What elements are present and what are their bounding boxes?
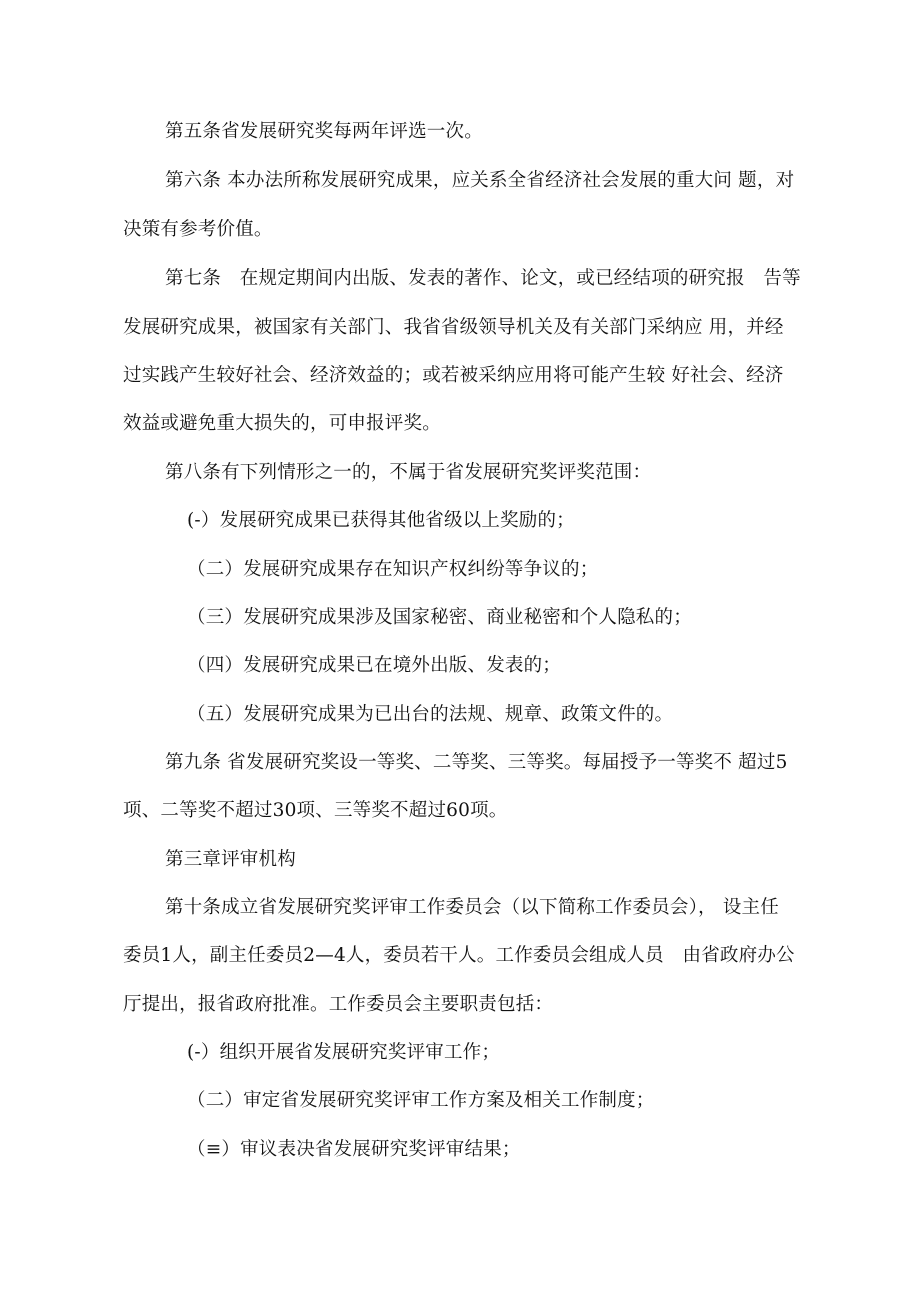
article-8-line-1: 第八条有下列情形之一的，不属于省发展研究奖评奖范围： (165, 462, 652, 483)
article-8-item-3: （三）发展研究成果涉及国家秘密、商业秘密和个人隐私的； (187, 607, 692, 628)
article-9-line-2: 项、二等奖不超过30项、三等奖不超过60项。 (123, 800, 508, 821)
article-8-item-1: (-）发展研究成果已获得其他省级以上奖励的； (187, 510, 575, 531)
article-8-item-2: （二）发展研究成果存在知识产权纠纷等争议的； (187, 559, 599, 580)
article-5-line-1: 第五条省发展研究奖每两年评选一次。 (165, 121, 483, 142)
article-7-line-1: 第七条 在规定期间内出版、发表的著作、论文，或已经结项的研究报 告等 (165, 268, 801, 289)
article-7-line-3: 过实践产生较好社会、经济效益的；或若被采纳应用将可能产生较 好社会、经济 (123, 365, 784, 386)
article-6-line-2: 决策有参考价值。 (123, 219, 273, 240)
article-10-item-1: (-）组织开展省发展研究奖评审工作； (187, 1042, 501, 1063)
chapter-3-heading: 第三章评审机构 (165, 849, 296, 870)
article-7-line-2: 发展研究成果，被国家有关部门、我省省级领导机关及有关部门采纳应 用，并经 (123, 317, 784, 338)
article-10-line-1: 第十条成立省发展研究奖评审工作委员会（以下简称工作委员会）， 设主任 (165, 897, 779, 918)
article-10-item-3: （≡）审议表决省发展研究奖评审结果； (187, 1139, 521, 1160)
article-8-item-4: （四）发展研究成果已在境外出版、发表的； (187, 655, 562, 676)
article-8-item-5: （五）发展研究成果为已出台的法规、规章、政策文件的。 (187, 704, 674, 725)
article-6-line-1: 第六条 本办法所称发展研究成果，应关系全省经济社会发展的重大问 题，对 (165, 170, 795, 191)
article-10-line-3: 厅提出，报省政府批准。工作委员会主要职责包括： (123, 994, 554, 1015)
article-9-line-1: 第九条 省发展研究奖设一等奖、二等奖、三等奖。每届授予一等奖不 超过5 (165, 752, 788, 773)
article-10-line-2: 委员1人，副主任委员2—4人，委员若干人。工作委员会组成人员 由省政府办公 (123, 945, 795, 966)
article-10-item-2: （二）审定省发展研究奖评审工作方案及相关工作制度； (187, 1090, 655, 1111)
article-7-line-4: 效益或避免重大损失的，可申报评奖。 (123, 413, 441, 434)
